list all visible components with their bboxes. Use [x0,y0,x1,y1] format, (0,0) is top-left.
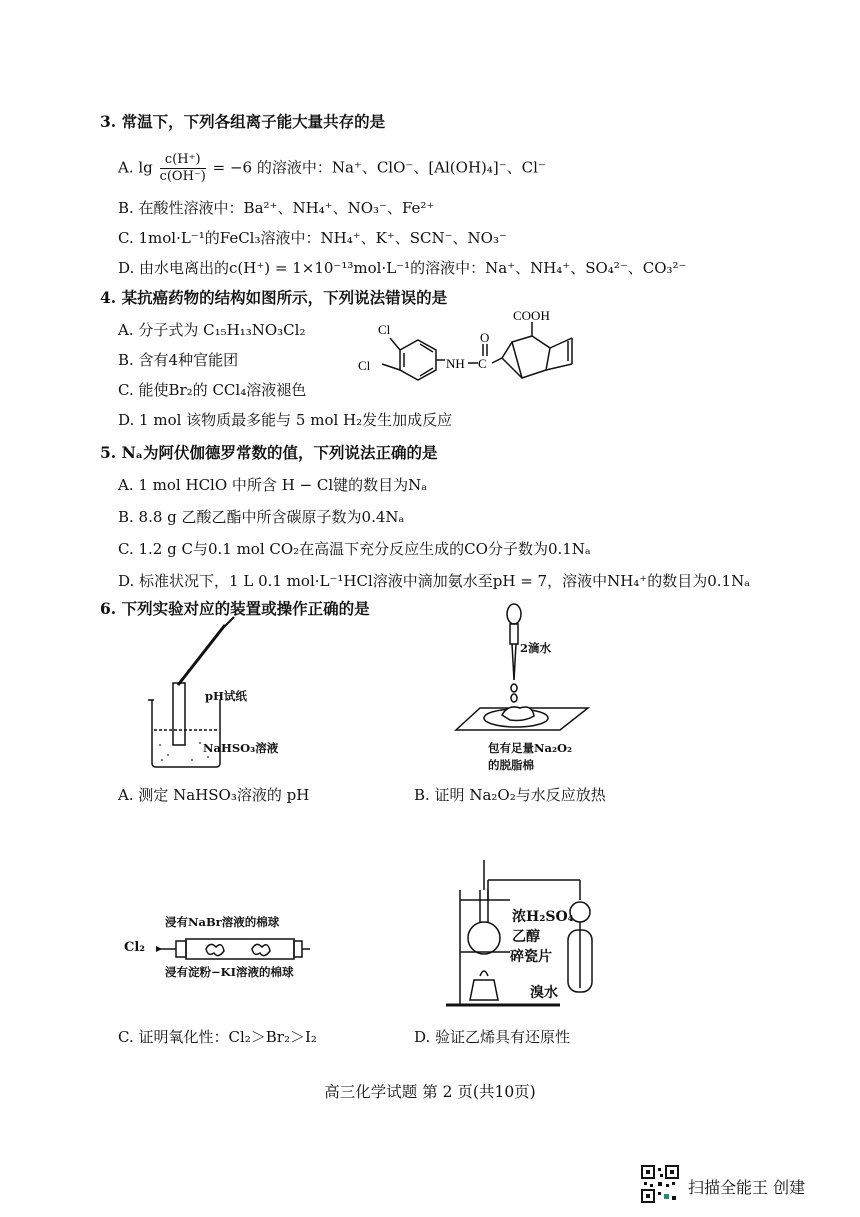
q6-d-label-acid: 浓H₂SO₄ [512,909,574,925]
q3-a-denominator: c(OH⁻) [159,169,206,184]
q4-option-d: D. 1 mol 该物质最多能与 5 mol H₂发生加成反应 [118,411,453,429]
q3-option-b: B. 在酸性溶液中：Ba²⁺、NH₄⁺、NO₃⁻、Fe²⁺ [118,199,435,217]
q3-a-fraction [160,152,206,185]
q3-option-d: D. 由水电离出的c(H⁺) = 1×10⁻¹³mol·L⁻¹的溶液中：Na⁺、NH₄⁺、SO₄²⁻、CO₃²⁻ [118,259,687,277]
q5-option-c: C. 1.2 g C与0.1 mol CO₂在高温下充分反应生成的CO分子数为0.1Nₐ [118,540,591,558]
q4-struct-o: O [480,330,490,345]
q6-a-caption: A. 测定 NaHSO₃溶液的 pH [118,786,310,804]
q5-option-a: A. 1 mol HClO 中所含 H − Cl键的数目为Nₐ [118,476,428,494]
q6-c-label-nabr: 浸有NaBr溶液的棉球 [165,915,280,929]
q3-a-rest: = −6 的溶液中：Na⁺、ClO⁻、[Al(OH)₄]⁻、Cl⁻ [212,158,546,177]
q6-c-label-cl2: Cl₂ [124,940,145,955]
q5-option-b: B. 8.8 g 乙酸乙酯中所含碳原子数为0.4Nₐ [118,508,405,526]
q4-struct-nh: NH [446,356,465,371]
q4-option-a: A. 分子式为 C₁₅H₁₃NO₃Cl₂ [118,321,306,339]
q3-option-a [118,152,546,185]
q5-stem: 5. Nₐ为阿伏伽德罗常数的值，下列说法正确的是 [100,443,438,462]
q4-stem: 4. 某抗癌药物的结构如图所示，下列说法错误的是 [100,288,448,307]
q5-option-d: D. 标准状况下，1 L 0.1 mol·L⁻¹HCl溶液中滴加氨水至pH = 7，溶液中NH₄⁺的数目为0.1Nₐ [118,572,750,590]
q4-option-b: B. 含有4种官能团 [118,351,239,369]
q6-stem: 6. 下列实验对应的装置或操作正确的是 [100,599,370,618]
q6-b-caption: B. 证明 Na₂O₂与水反应放热 [414,786,606,804]
q4-struct-c: C [478,356,487,371]
page-footer: 高三化学试题 第 2 页(共10页) [324,1083,536,1101]
q3-a-numerator: c(H⁺) [160,152,206,169]
qr-code-icon [640,1164,680,1204]
q6-d-label-ethanol: 乙醇 [512,929,540,945]
q4-struct-cl2: Cl [358,358,371,373]
q6-b-label-cotton-line1: 包有足量Na₂O₂ [488,741,573,755]
q6-d-label-chips: 碎瓷片 [510,949,552,965]
q4-structure-diagram [350,308,600,408]
q3-option-c: C. 1mol·L⁻¹的FeCl₃溶液中：NH₄⁺、K⁺、SCN⁻、NO₃⁻ [118,229,507,247]
q6-c-label-ki: 浸有淀粉−KI溶液的棉球 [165,965,294,979]
q4-struct-cooh: COOH [513,308,550,323]
q6-a-label-solution: NaHSO₃溶液 [203,741,279,755]
q6-a-label-paper: pH试纸 [205,689,247,703]
q3-a-prefix: A. lg [118,158,153,177]
q4-struct-cl1: Cl [378,322,391,337]
brand-text: 扫描全能王 创建 [688,1178,806,1197]
q6-b-label-cotton-line2: 的脱脂棉 [488,758,534,772]
q4-option-c: C. 能使Br₂的 CCl₄溶液褪色 [118,381,307,399]
q6-d-label-bromine: 溴水 [530,985,558,1001]
q6-b-label-water: 2滴水 [520,641,552,655]
q6-figure-b-dropper [450,600,590,740]
q3-stem: 3. 常温下，下列各组离子能大量共存的是 [100,112,386,131]
q6-c-caption: C. 证明氧化性：Cl₂＞Br₂＞I₂ [118,1028,317,1046]
q6-d-caption: D. 验证乙烯具有还原性 [414,1028,571,1046]
